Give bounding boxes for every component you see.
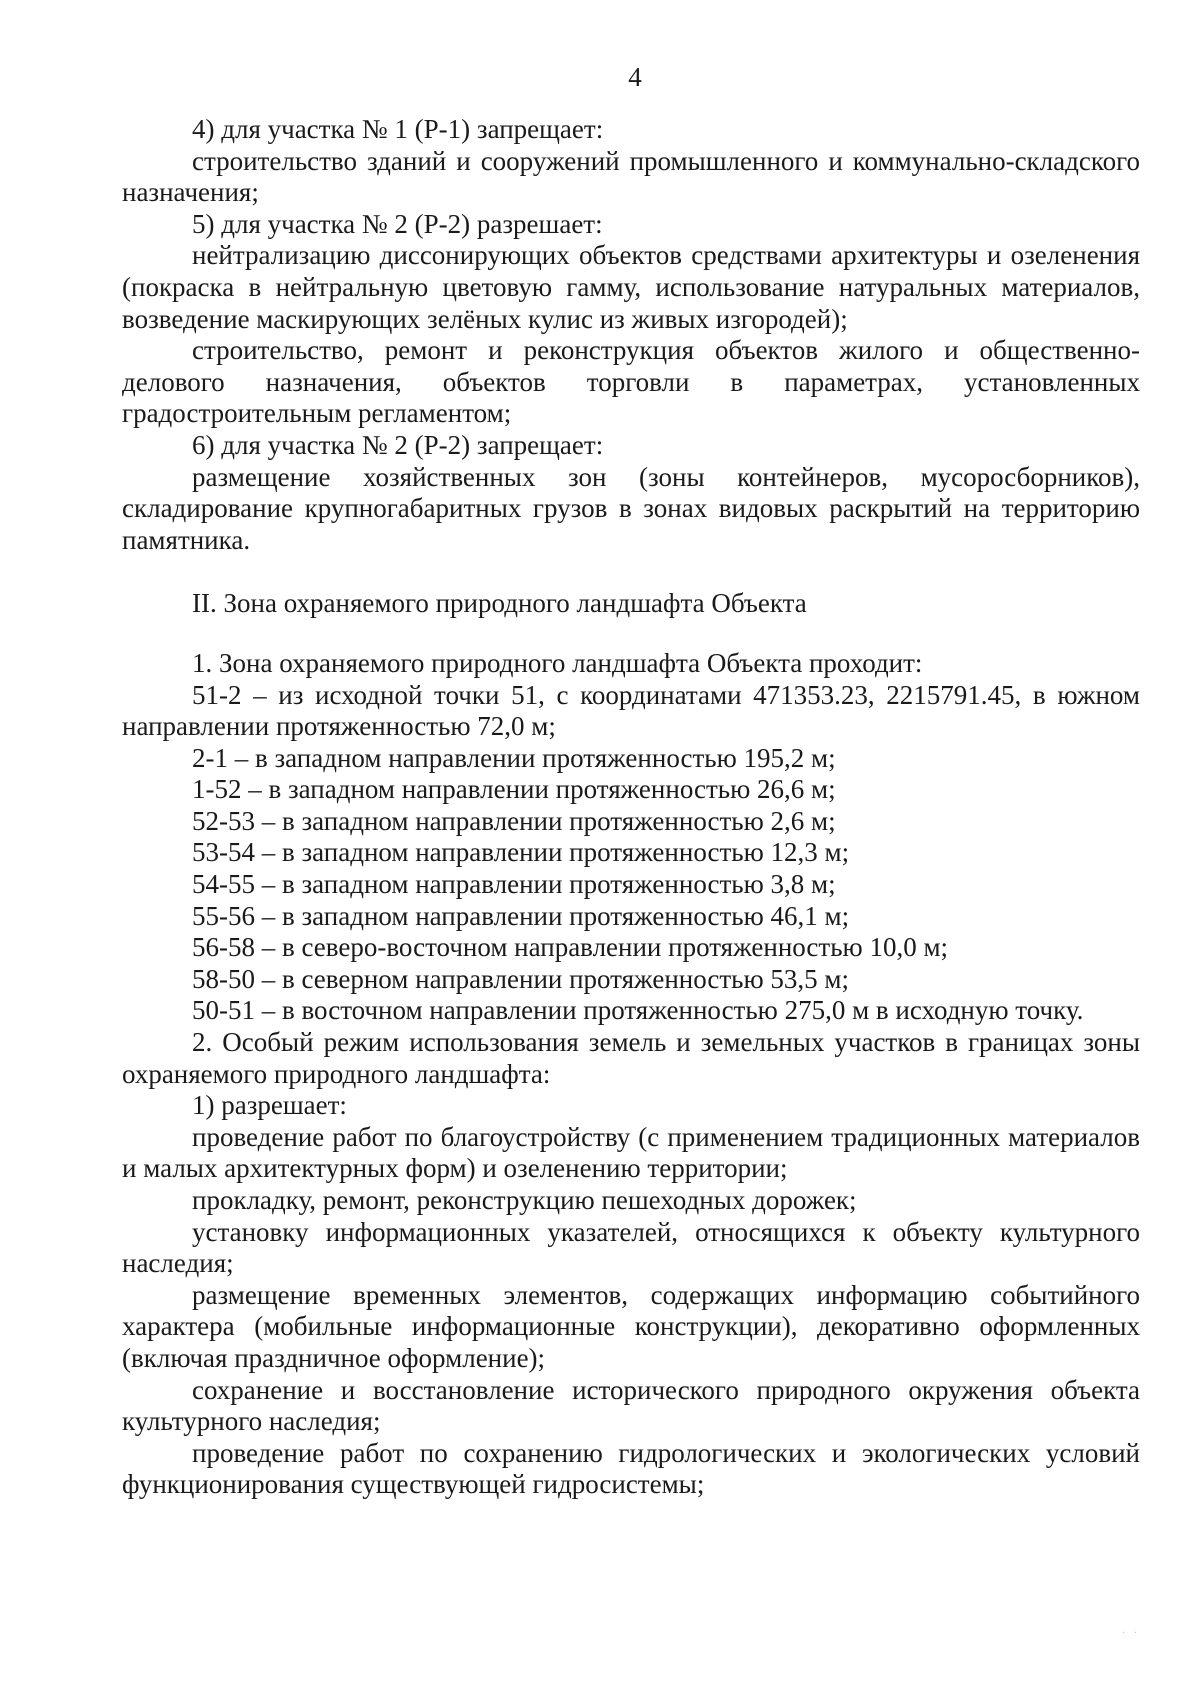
boundary-segment: 2-1 – в западном направлении протяженностью 195,2 м; (192, 742, 836, 773)
allowed-activity: размещение временных элементов, содержащих информацию событийного характера (мобильные информационные конструкции), декоративно оформленных (включая праздничное оформление); (122, 1279, 1140, 1373)
boundary-segment: 1-52 – в западном направлении протяженностью 26,6 м; (192, 774, 836, 805)
allows-label: 1) разрешает: (192, 1090, 347, 1121)
zone-boundary-intro: 1. Зона охраняемого природного ландшафта Объекта проходит: (192, 647, 923, 678)
paragraph-industrial-construction: строительство зданий и сооружений промышленного и коммунально-складского назначения; (122, 145, 1140, 208)
paragraph-plot2-allows: 5) для участка № 2 (Р-2) разрешает: (192, 208, 603, 239)
boundary-segment: 52-53 – в западном направлении протяженностью 2,6 м; (192, 805, 836, 836)
special-regime-paragraph: 2. Особый режим использования земель и земельных участков в границах зоны охраняемого природного ландшафта: (122, 1027, 1140, 1089)
allowed-activity: прокладку, ремонт, реконструкцию пешеходных дорожек; (192, 1185, 857, 1215)
paragraph-plot2-prohibits: 6) для участка № 2 (Р-2) запрещает: (192, 429, 604, 460)
section-spacer (122, 620, 1140, 648)
boundary-segment: 51-2 – из исходной точки 51, с координатами 471353.23, 2215791.45, в южном направлении протяженностью 72,0 м; (122, 679, 1140, 742)
boundary-segment: 55-56 – в западном направлении протяженностью 46,1 м; (192, 900, 850, 931)
allowed-activity: сохранение и восстановление исторического природного окружения объекта культурного наследия; (122, 1374, 1140, 1437)
document-body (122, 114, 1140, 1501)
allowed-activity: проведение работ по благоустройству (с применением традиционных материалов и малых архитектурных форм) и озеленению территории; (122, 1121, 1140, 1184)
section-spacer (122, 556, 1140, 588)
allowed-activity: проведение работ по сохранению гидрологических и экологических условий функционирования существующей гидросистемы; (122, 1437, 1140, 1500)
paragraph-plot1-prohibits: 4) для участка № 1 (Р-1) запрещает: (192, 114, 604, 144)
page-number: 4 (628, 62, 642, 92)
section-heading: II. Зона охраняемого природного ландшафта Объекта (192, 588, 807, 619)
paragraph-neutralization: нейтрализацию диссонирующих объектов средствами архитектуры и озеленения (покраска в нейтральную цветовую гамму, использование натуральных материалов, возведение маскирующих зелёных кулис из живых изгородей); (122, 240, 1140, 334)
paragraph-utility-zones: размещение хозяйственных зон (зоны контейнеров, мусоросборников), складирование крупногабаритных грузов в зонах видовых раскрытий на территорию памятника. (122, 461, 1140, 555)
scan-artifact: · · (1122, 1628, 1141, 1639)
boundary-segment: 58-50 – в северном направлении протяженностью 53,5 м; (192, 963, 850, 994)
paragraph-residential-construction: строительство, ремонт и реконструкция объектов жилого и общественно-делового назначения, объектов торговли в параметрах, установленных градостроительным регламентом; (122, 335, 1140, 429)
allowed-activity: установку информационных указателей, относящихся к объекту культурного наследия; (122, 1216, 1140, 1279)
boundary-segment: 50-51 – в восточном направлении протяженностью 275,0 м в исходную точку. (192, 995, 1084, 1026)
boundary-segment: 56-58 – в северо-восточном направлении протяженностью 10,0 м; (192, 932, 949, 963)
boundary-segment: 53-54 – в западном направлении протяженностью 12,3 м; (192, 837, 850, 868)
boundary-segment: 54-55 – в западном направлении протяженностью 3,8 м; (192, 869, 836, 900)
